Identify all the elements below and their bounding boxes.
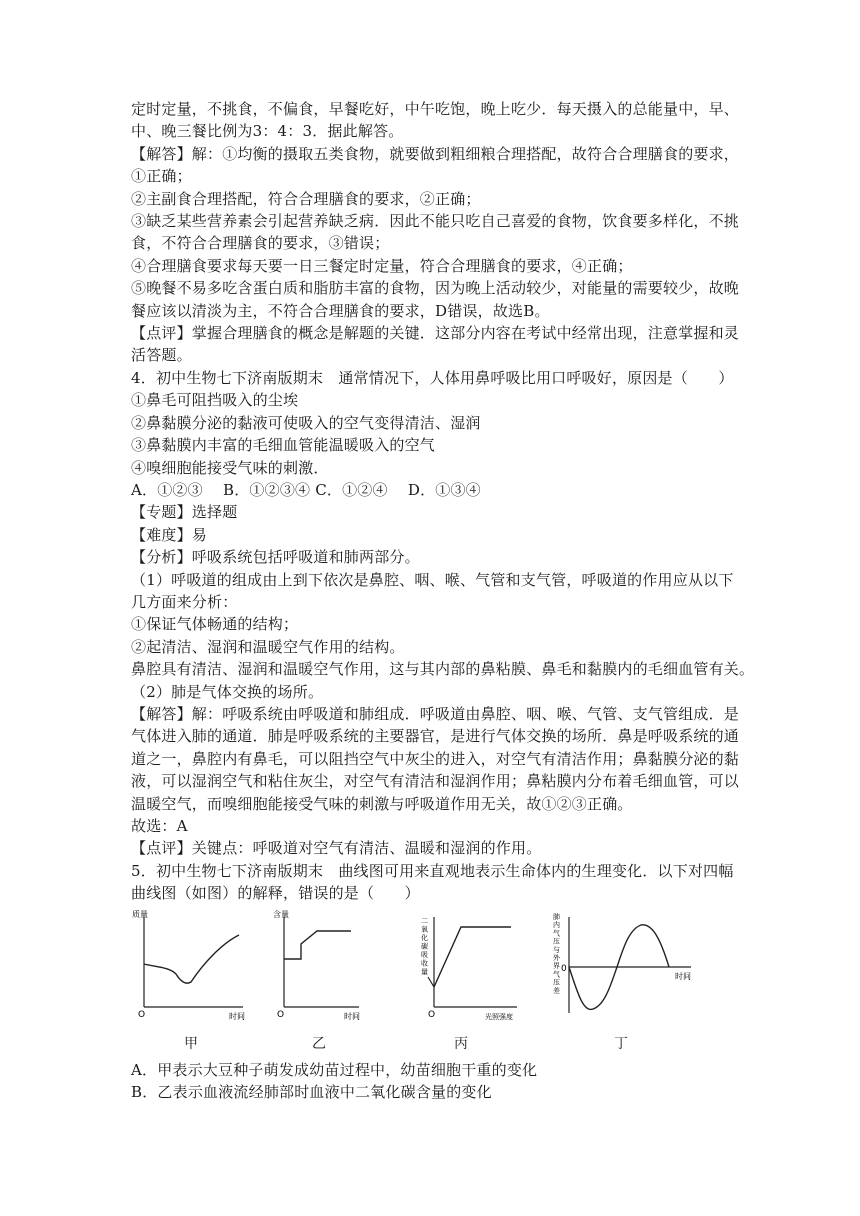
text-line: ①正确；: [131, 167, 192, 186]
svg-text:二氧化碳吸收量: 二氧化碳吸收量: [421, 916, 428, 976]
option-line: B．乙表示血液流经肺部时血液中二氧化碳含量的变化: [131, 1083, 492, 1102]
svg-text:肺内气压与外界气压差: 肺内气压与外界气压差: [553, 912, 560, 995]
text-line: 【难度】易: [131, 525, 208, 544]
text-line: ②主副食合理搭配，符合合理膳食的要求，②正确；: [131, 189, 481, 208]
text-line: 【解答】解：呼吸系统由呼吸道和肺组成．呼吸道由鼻腔、咽、喉、气管、支气管组成．是: [131, 704, 740, 723]
figure-yi: [269, 909, 369, 1059]
text-line: A．①②③ B．①②③④ C．①②④ D．①③④: [131, 480, 481, 499]
origin-bing: O: [428, 1009, 436, 1020]
text-line: 【点评】关键点：呼吸道对空气有清洁、温暖和湿润的作用。: [131, 839, 542, 858]
text-line: 食，不符合合理膳食的要求，③错误；: [131, 234, 390, 253]
xlabel-bing: 光照强度: [485, 1012, 513, 1021]
figure-row: [131, 909, 731, 1059]
text-line: 鼻腔具有清洁、湿润和温暖空气作用，这与其内部的鼻粘膜、鼻毛和黏膜内的毛细血管有关。: [131, 660, 755, 679]
text-line: ④合理膳食要求每天要一日三餐定时定量，符合合理膳食的要求，④正确；: [131, 256, 633, 275]
text-line: ①鼻毛可阻挡吸入的尘埃: [131, 391, 299, 410]
text-line: （2）肺是气体交换的场所。: [131, 682, 324, 701]
text-line: 【专题】选择题: [131, 503, 238, 522]
text-line: 液，可以湿润空气和粘住灰尘，对空气有清洁和湿润作用；鼻粘膜内分布着毛细血管，可以: [131, 772, 740, 791]
text-line: 气体进入肺的通道．肺是呼吸系统的主要器官，是进行气体交换的场所．鼻是呼吸系统的通: [131, 727, 740, 746]
origin-yi: O: [277, 1009, 285, 1020]
text-line: 定时定量，不挑食，不偏食，早餐吃好，中午吃饱，晚上吃少．每天摄入的总能量中，早、: [131, 100, 740, 118]
text-line: ⑤晚餐不易多吃含蛋白质和脂肪丰富的食物，因为晚上活动较少，对能量的需要较少，故晚: [131, 279, 740, 298]
xlabel-yi: 时间: [344, 1011, 360, 1021]
text-line: ③缺乏某些营养素会引起营养缺乏病．因此不能只吃自己喜爱的食物，饮食要多样化，不挑: [131, 212, 740, 231]
text-line: 4．初中生物七下济南版期末 通常情况下，人体用鼻呼吸比用口呼吸好，原因是（ ）: [131, 368, 734, 387]
ylabel-ding: [553, 912, 561, 995]
text-line: 餐应该以清淡为主，不符合合理膳食的要求，D错误，故选B。: [131, 301, 550, 320]
text-line: 【解答】解：①均衡的摄取五类食物，就要做到粗细粮合理搭配，故符合合理膳食的要求，: [131, 144, 740, 163]
figure-jia: [131, 909, 251, 1059]
text-block-top: [131, 98, 755, 905]
text-line: 【分析】呼吸系统包括呼吸道和肺两部分。: [131, 548, 420, 567]
xlabel-jia: 时间: [229, 1011, 245, 1021]
caption-ding: 丁: [614, 1035, 628, 1052]
text-line: 温暖空气，而嗅细胞能接受气味的刺激与呼吸道作用无关，故①②③正确。: [131, 794, 633, 813]
ylabel-yi: 含量: [273, 909, 289, 919]
document-page: [131, 98, 755, 1103]
figure-bing: [399, 909, 529, 1059]
text-line: 中、晚三餐比例为3：4：3．据此解答。: [131, 122, 404, 141]
caption-yi: 乙: [312, 1035, 326, 1052]
text-line: 5．初中生物七下济南版期末 曲线图可用来直观地表示生命体内的生理变化．以下对四幅: [131, 861, 734, 880]
text-line: ②起清洁、湿润和温暖空气作用的结构。: [131, 637, 405, 656]
text-line: 曲线图（如图）的解释，错误的是（ ）: [131, 884, 420, 903]
text-block-bottom: [131, 1059, 731, 1104]
text-line: ③鼻黏膜内丰富的毛细血管能温暖吸入的空气: [131, 436, 436, 455]
text-line: ①保证气体畅通的结构；: [131, 615, 299, 634]
origin-jia: O: [138, 1009, 146, 1020]
text-line: 几方面来分析：: [131, 592, 238, 611]
caption-jia: 甲: [184, 1035, 198, 1052]
ylabel-bing: [421, 917, 428, 976]
text-line: 故选：A: [131, 817, 188, 835]
figure-ding: [551, 909, 691, 1059]
text-line: 道之一，鼻腔内有鼻毛，可以阻挡空气中灰尘的进入，对空气有清洁作用；鼻黏膜分泌的黏: [131, 749, 740, 768]
origin-ding: 0: [561, 963, 567, 974]
text-line: 活答题。: [131, 346, 192, 365]
text-line: 【点评】掌握合理膳食的概念是解题的关键．这部分内容在考试中经常出现，注意掌握和灵: [131, 324, 740, 343]
caption-bing: 丙: [454, 1035, 468, 1052]
text-line: （1）呼吸道的组成由上到下依次是鼻腔、咽、喉、气管和支气管，呼吸道的作用应从以下: [131, 570, 734, 589]
ylabel-jia: 质量: [132, 909, 148, 919]
text-line: ②鼻黏膜分泌的黏液可使吸入的空气变得清洁、湿润: [131, 413, 481, 432]
xlabel-ding: 时间: [675, 971, 691, 981]
text-line: ④嗅细胞能接受气味的刺激．: [131, 458, 329, 477]
option-line: A．甲表示大豆种子萌发成幼苗过程中，幼苗细胞干重的变化: [131, 1060, 538, 1079]
